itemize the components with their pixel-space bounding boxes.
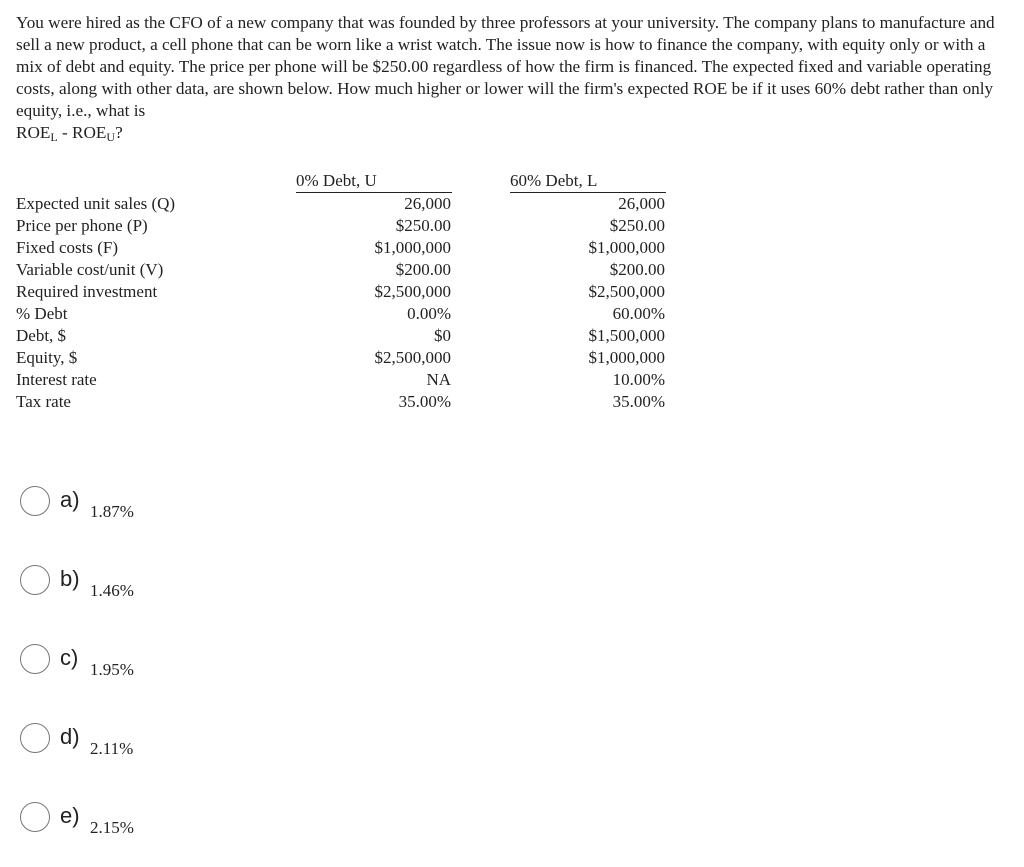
answer-option-a[interactable] — [20, 486, 280, 520]
question-body: You were hired as the CFO of a new company that was founded by three professors at your university. The company plans to manufacture and sell a new product, a cell phone that can be worn like a wrist watch. The issue now is how to finance the company, with equity only or with a mix of debt and equity. The price per phone will be $250.00 regardless of how the firm is financed. The expected fixed and variable operating costs, along with other data, are shown below. How much higher or lower will the firm's expected ROE be if it uses 60% debt rather than only equity, i.e., what is — [16, 13, 995, 120]
option-letter: c) — [60, 645, 79, 670]
row-value-levered: 35.00% — [612, 392, 665, 411]
radio-button[interactable] — [20, 723, 50, 753]
table-row — [0, 215, 700, 237]
row-value-unlevered: $2,500,000 — [374, 282, 451, 301]
row-value-unlevered: $1,000,000 — [374, 238, 451, 257]
option-letter: d) — [60, 724, 80, 749]
row-label: Variable cost/unit (V) — [16, 260, 164, 279]
row-label: Debt, $ — [16, 326, 67, 345]
table-row — [0, 259, 700, 281]
row-value-unlevered: $250.00 — [395, 216, 451, 235]
row-value-unlevered: 35.00% — [398, 392, 451, 411]
row-value-levered: 10.00% — [612, 370, 665, 389]
row-label: % Debt — [16, 304, 68, 323]
row-label: Price per phone (P) — [16, 216, 148, 235]
question-text — [16, 12, 1006, 144]
row-value-unlevered: NA — [426, 370, 451, 389]
table-row — [0, 281, 700, 303]
roe-u-subscript: U — [106, 130, 116, 144]
row-value-levered: $2,500,000 — [588, 282, 665, 301]
row-label: Expected unit sales (Q) — [16, 194, 176, 213]
data-table — [0, 170, 700, 420]
row-value-unlevered: 0.00% — [407, 304, 451, 323]
answer-option-c[interactable] — [20, 644, 280, 678]
option-letter: e) — [60, 803, 80, 828]
roe-minus-label: - ROE — [57, 123, 107, 142]
row-value-unlevered: $2,500,000 — [374, 348, 451, 367]
row-label: Interest rate — [16, 370, 97, 389]
option-value: 2.15% — [90, 818, 134, 837]
table-row — [0, 237, 700, 259]
row-value-unlevered: 26,000 — [404, 194, 451, 213]
row-value-levered: $1,000,000 — [588, 238, 665, 257]
column-header-levered: 60% Debt, L — [510, 170, 666, 193]
row-label: Tax rate — [16, 392, 71, 411]
row-value-levered: 26,000 — [618, 194, 665, 213]
question-mark: ? — [115, 123, 123, 142]
option-value: 1.95% — [90, 660, 134, 679]
radio-button[interactable] — [20, 486, 50, 516]
row-label: Equity, $ — [16, 348, 78, 367]
row-value-unlevered: $0 — [434, 326, 451, 345]
radio-button[interactable] — [20, 644, 50, 674]
radio-button[interactable] — [20, 565, 50, 595]
roe-l-label: ROE — [16, 123, 51, 142]
row-value-unlevered: $200.00 — [395, 260, 451, 279]
radio-button[interactable] — [20, 802, 50, 832]
answer-option-e[interactable] — [20, 802, 280, 836]
answer-option-b[interactable] — [20, 565, 280, 599]
column-header-unlevered: 0% Debt, U — [296, 170, 452, 193]
row-label: Fixed costs (F) — [16, 238, 118, 257]
option-value: 1.87% — [90, 502, 134, 521]
row-value-levered: $200.00 — [609, 260, 665, 279]
option-value: 2.11% — [90, 739, 134, 758]
row-value-levered: $1,500,000 — [588, 326, 665, 345]
table-row — [0, 391, 700, 413]
table-row — [0, 347, 700, 369]
row-value-levered: $1,000,000 — [588, 348, 665, 367]
row-value-levered: 60.00% — [612, 304, 665, 323]
option-letter: a) — [60, 487, 80, 512]
table-row — [0, 369, 700, 391]
table-row — [0, 325, 700, 347]
option-value: 1.46% — [90, 581, 134, 600]
option-letter: b) — [60, 566, 80, 591]
answer-option-d[interactable] — [20, 723, 280, 757]
table-row — [0, 193, 700, 215]
row-value-levered: $250.00 — [609, 216, 665, 235]
roe-l-subscript: L — [50, 130, 58, 144]
row-label: Required investment — [16, 282, 158, 301]
table-row — [0, 303, 700, 325]
